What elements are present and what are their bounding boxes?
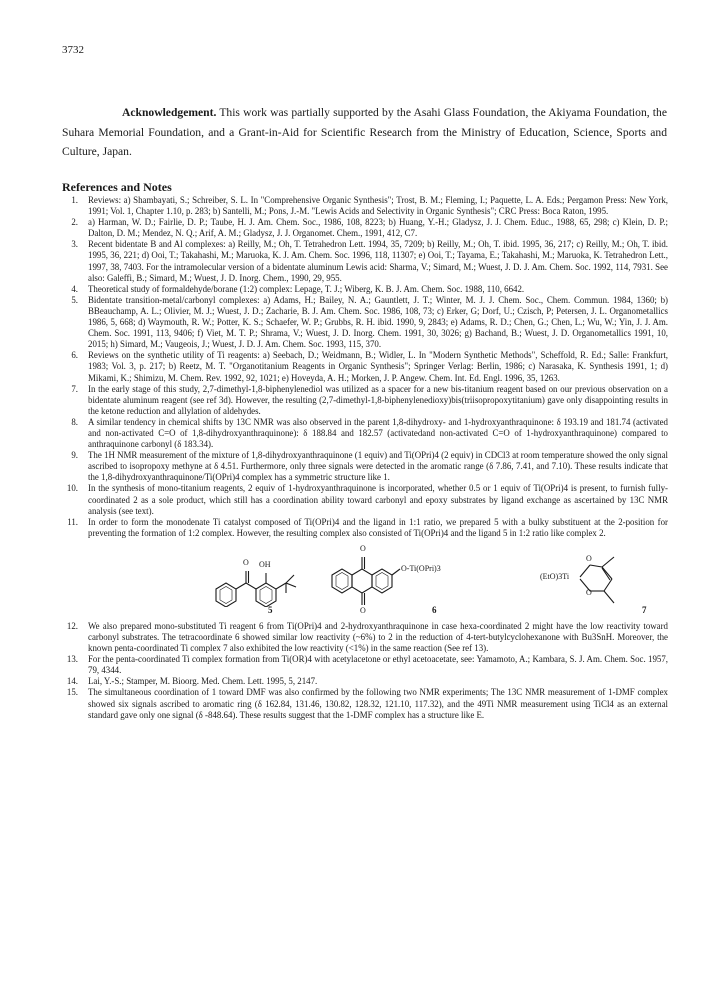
- reference-number: 11.: [67, 516, 78, 527]
- reference-number: 13.: [66, 654, 78, 665]
- reference-item: [62, 295, 668, 350]
- structure-7-top-o: O: [586, 553, 592, 563]
- reference-text: In order to form the monodenate Ti catalyst composed of Ti(OPri)4 and the ligand in 1:1 ratio, we prepared 5 with a bulky substituent at the 2-position for preventing the formation of 1:2 complex. However, the resulting complex also consisted of Ti(OPri)4 and the ligand 5 in 1:2 ratio like complex 2.: [88, 516, 668, 538]
- reference-text: A similar tendency in chemical shifts by 13C NMR was also observed in the parent 1,8-dihydroxy- and 1-hydroxyanthraquinone: δ 193.19 and 181.74 (activated and non-activated C=O of 1,8-dihydroxyanthraquinone): δ 188.84 and 182.57 (activatedand non-activated C=O of 1-hydroxyanthraquinone) compared to anthraquinone carbonyl (δ 183.34).: [88, 416, 668, 450]
- reference-item: [62, 417, 668, 450]
- reference-text: In the early stage of this study, 2,7-dimethyl-1,8-biphenylenediol was utilized as a spacer for a new bis-titanium reagent based on our previous observation on a bidentate aluminum reagent (see ref 3d). However, the resulting (2,7-dimethyl-1,8-biphenylenedioxy)bis(triisopropoxytitanium) gave only disappointing results in the ketone reduction and allylation of aldehydes.: [88, 383, 668, 416]
- structure-7-bottom-o: O: [586, 587, 592, 597]
- reference-number: 10.: [66, 483, 78, 494]
- reference-number: 2.: [71, 217, 78, 228]
- structure-6-oti: O-Ti(OPri)3: [401, 563, 441, 573]
- reference-number: 7.: [71, 383, 78, 394]
- page-number: 3732: [62, 44, 84, 56]
- reference-item: [62, 654, 668, 676]
- references-list: [62, 195, 668, 721]
- reference-item: [62, 195, 668, 217]
- reference-number: 9.: [71, 450, 78, 461]
- structure-6-bottom-o: O: [360, 605, 366, 615]
- reference-number: 12.: [66, 620, 78, 631]
- reference-item: [62, 350, 668, 383]
- reference-item: [62, 517, 668, 539]
- reference-text: Theoretical study of formaldehyde/borane (1:2) complex: Lepage, T. J.; Wiberg, K. B. J. Am. Chem. Soc. 1988, 110, 6642.: [88, 283, 525, 294]
- reference-item: [62, 687, 668, 720]
- reference-number: 3.: [71, 239, 78, 250]
- reference-text: Recent bidentate B and Al complexes: a) Reilly, M.; Oh, T. Tetrahedron Lett. 1994, 35, 7209; b) Reilly, M.; Oh, T. ibid. 1995, 36, 217; c) Reilly, M.; Oh, T. ibid. 1995, 36, 221; d) Ooi, T.; Takahashi, M.; Maruoka, K. J. Am. Chem. Soc. 1996, 118, 11307; e) Ooi, T.; Tayama, E.; Takahashi, M.; Maruoka, K. Tetrahedron Lett., 1997, 38, 7403. For the intramolecular version of a bidentate aluminum Lewis acid: Sharma, V.; Simard, M.; Wuest, J. D. J. Am. Chem. Soc. 1992, 114, 7931. See also: Galeffi, B.; Simard, M.; Wuest, J. D. Inorg. Chem., 1990, 29, 955.: [88, 239, 668, 283]
- reference-text: Reviews on the synthetic utility of Ti reagents: a) Seebach, D.; Weidmann, B.; Widler, L. In "Modern Synthetic Methods", Scheffold, R. Ed.; Salle: Frankfurt, 1983; Vol. 3, p. 217; b) Reetz, M. T. "Organotitanium Reagents in Organic Synthesis"; Springer Verlag: Berlin, 1986; c) Narasaka, K. Synthesis 1991, 1; d) Mikami, K.; Shimizu, M. Chem. Rev. 1992, 92, 1021; e) Hoveyda, A. H.; Morken, J. P. Angew. Chem. Int. Ed. Engl. 1996, 35, 1263.: [88, 350, 668, 383]
- reference-text: For the penta-coordinated Ti complex formation from Ti(OR)4 with acetylacetone or ethyl acetoacetate, see: Yamamoto, A.; Kambara, S. J. Am. Chem. Soc. 1957, 79, 4344.: [88, 654, 668, 676]
- references-title: References and Notes: [62, 180, 172, 194]
- acknowledgement: [62, 103, 667, 162]
- reference-number: 4.: [71, 283, 78, 294]
- acknowledgement-text: This work was partially supported by the Asahi Glass Foundation, the Akiyama Foundation, the Suhara Memorial Foundation, and a Grant-in-Aid for Scientific Research from the Ministry of Education, Science, Sports and Culture, Japan.: [62, 106, 667, 158]
- references-group-a: [62, 195, 668, 539]
- chemical-structures: [62, 545, 668, 617]
- acknowledgement-heading: Acknowledgement.: [122, 106, 217, 119]
- reference-number: 15.: [66, 687, 78, 698]
- reference-number: 14.: [66, 676, 78, 687]
- reference-item: [62, 483, 668, 516]
- structure-5-oh: OH: [259, 559, 271, 569]
- structure-7-label: 7: [642, 604, 647, 615]
- reference-text: Lai, Y.-S.; Stamper, M. Bioorg. Med. Chem. Lett. 1995, 5, 2147.: [88, 676, 318, 687]
- reference-text: We also prepared mono-substituted Ti reagent 6 from Ti(OPri)4 and 2-hydroxyanthraquinone in case hexa-coordinated 2 might have the low reactivity toward carbonyl substrates. The tetracoordinate 6 showed similar low reactivity (~6%) to 2 in the reduction of 4-tert-butylcyclohexanone with Bu3SnH. Moreover, the known penta-coordinated Ti complex 7 also exhibited the low reactivity (<1%) in the same reaction (See ref 13).: [88, 620, 668, 654]
- structure-5-carbonyl-o: O: [243, 557, 249, 567]
- reference-text: Bidentate transition-metal/carbonyl complexes: a) Adams, H.; Bailey, N. A.; Gauntlett, J. T.; Winter, M. J. J. Chem. Soc., Chem. Commun. 1984, 1360; b) BBeauchamp, A. L.; Olivier, M. J.; Wuest, J. D.; Zacharie, B. J. Am. Chem. Soc. 1986, 108, 73; c) Erker, G; Dorf, U.; Czisch, P; Petersen, J. L. Organometallics 1986, 5, 668; d) Waymouth, R. W.; Potter, K. S.; Schaefer, W. P.; Grubbs, R. H. ibid. 1990, 9, 2843; e) Adams, R. D.; Chen, G.; Chen, L.; Wu, W.; Yin, J. J. Am. Chem. Soc. 1991, 113, 9406; f) Viet, M. T. P.; Shrama, V.; Wuest, J. D. Inorg. Chem. 1991, 30, 3026; g) Bachand, B.; Wuest, J. D. Organometallics 1991, 10, 2015; h) Simard, M.; Vaugeois, J.; Wuest, J. D. J. Am. Chem. Soc. 1993, 115, 370.: [88, 294, 668, 350]
- reference-text: In the synthesis of mono-titanium reagents, 2 equiv of 1-hydroxyanthraquinone is incorporated, whether 0.5 or 1 equiv of Ti(OPri)4 is present, to furnish fully-coordinated 2 as a sole product, which still has a coordination ability toward carbonyl and epoxy substrates by ligand exchange as ascertained by 13C NMR analysis (see text).: [88, 483, 668, 516]
- reference-number: 8.: [71, 416, 78, 427]
- structure-6-top-o: O: [360, 543, 366, 553]
- reference-text: The simultaneous coordination of 1 toward DMF was also confirmed by the following two NMR experiments; The 13C NMR measurement of 1-DMF complex showed six signals ascribed to aromatic ring (δ 162.84, 131.46, 130.82, 128.32, 121.10, 117.32), and the 49Ti NMR measurement using TiCl4 as an external standard gave only one signal (δ -848.64). These results suggest that the 1-DMF complex has a structure like E.: [88, 687, 668, 720]
- structure-7-eto-ti: (EtO)3Ti: [540, 571, 570, 581]
- structure-5-drawing: [202, 545, 302, 607]
- reference-text: a) Harman, W. D.; Fairlie, D. P.; Taube, H. J. Am. Chem. Soc., 1986, 108, 8223; b) Huang, Y.-H.; Gladysz, J. J. Chem. Educ., 1988, 65, 298; c) Klein, D. P.; Dalton, D. M.; Mendez, N. Q.; Arif, A. M.; Gladysz, J. J. Organomet. Chem., 1991, 412, C7.: [88, 217, 668, 239]
- reference-item: [62, 676, 668, 687]
- reference-item: [62, 621, 668, 654]
- reference-number: 6.: [71, 350, 78, 361]
- structure-6-label: 6: [432, 604, 437, 615]
- reference-text: Reviews: a) Shambayati, S.; Schreiber, S. L. In "Comprehensive Organic Synthesis"; Trost, B. M.; Fleming, I.; Paquette, L. A. Eds.; Pergamon Press: New York, 1991; Vol. 1, Chapter 1.10, p. 283; b) Santelli, M.; Pons, J.-M. "Lewis Acids and Selectivity in Organic Synthesis"; CRC Press: Boca Raton, 1995.: [88, 195, 668, 217]
- structure-5-label: 5: [268, 604, 273, 615]
- reference-item: [62, 450, 668, 483]
- reference-text: The 1H NMR measurement of the mixture of 1,8-dihydroxyanthraquinone (1 equiv) and Ti(OPri)4 (2 equiv) in CDCl3 at room temperature showed the only signal ascribed to isopropoxy methyne at δ 4.51. Furthermore, only three signals were detected in the aromatic range (δ 7.86, 7.41, and 7.10). These results indicate that the 1,8-dihydroxyanthraquinone/Ti(OPri)4 complex has a symmetric structure like 1.: [88, 450, 668, 483]
- reference-number: 1.: [71, 195, 78, 205]
- structure-6-drawing: [324, 545, 434, 617]
- reference-item: [62, 217, 668, 239]
- reference-item: [62, 384, 668, 417]
- reference-number: 5.: [71, 294, 78, 305]
- reference-item: [62, 284, 668, 295]
- reference-item: [62, 239, 668, 283]
- references-group-b: [62, 621, 668, 721]
